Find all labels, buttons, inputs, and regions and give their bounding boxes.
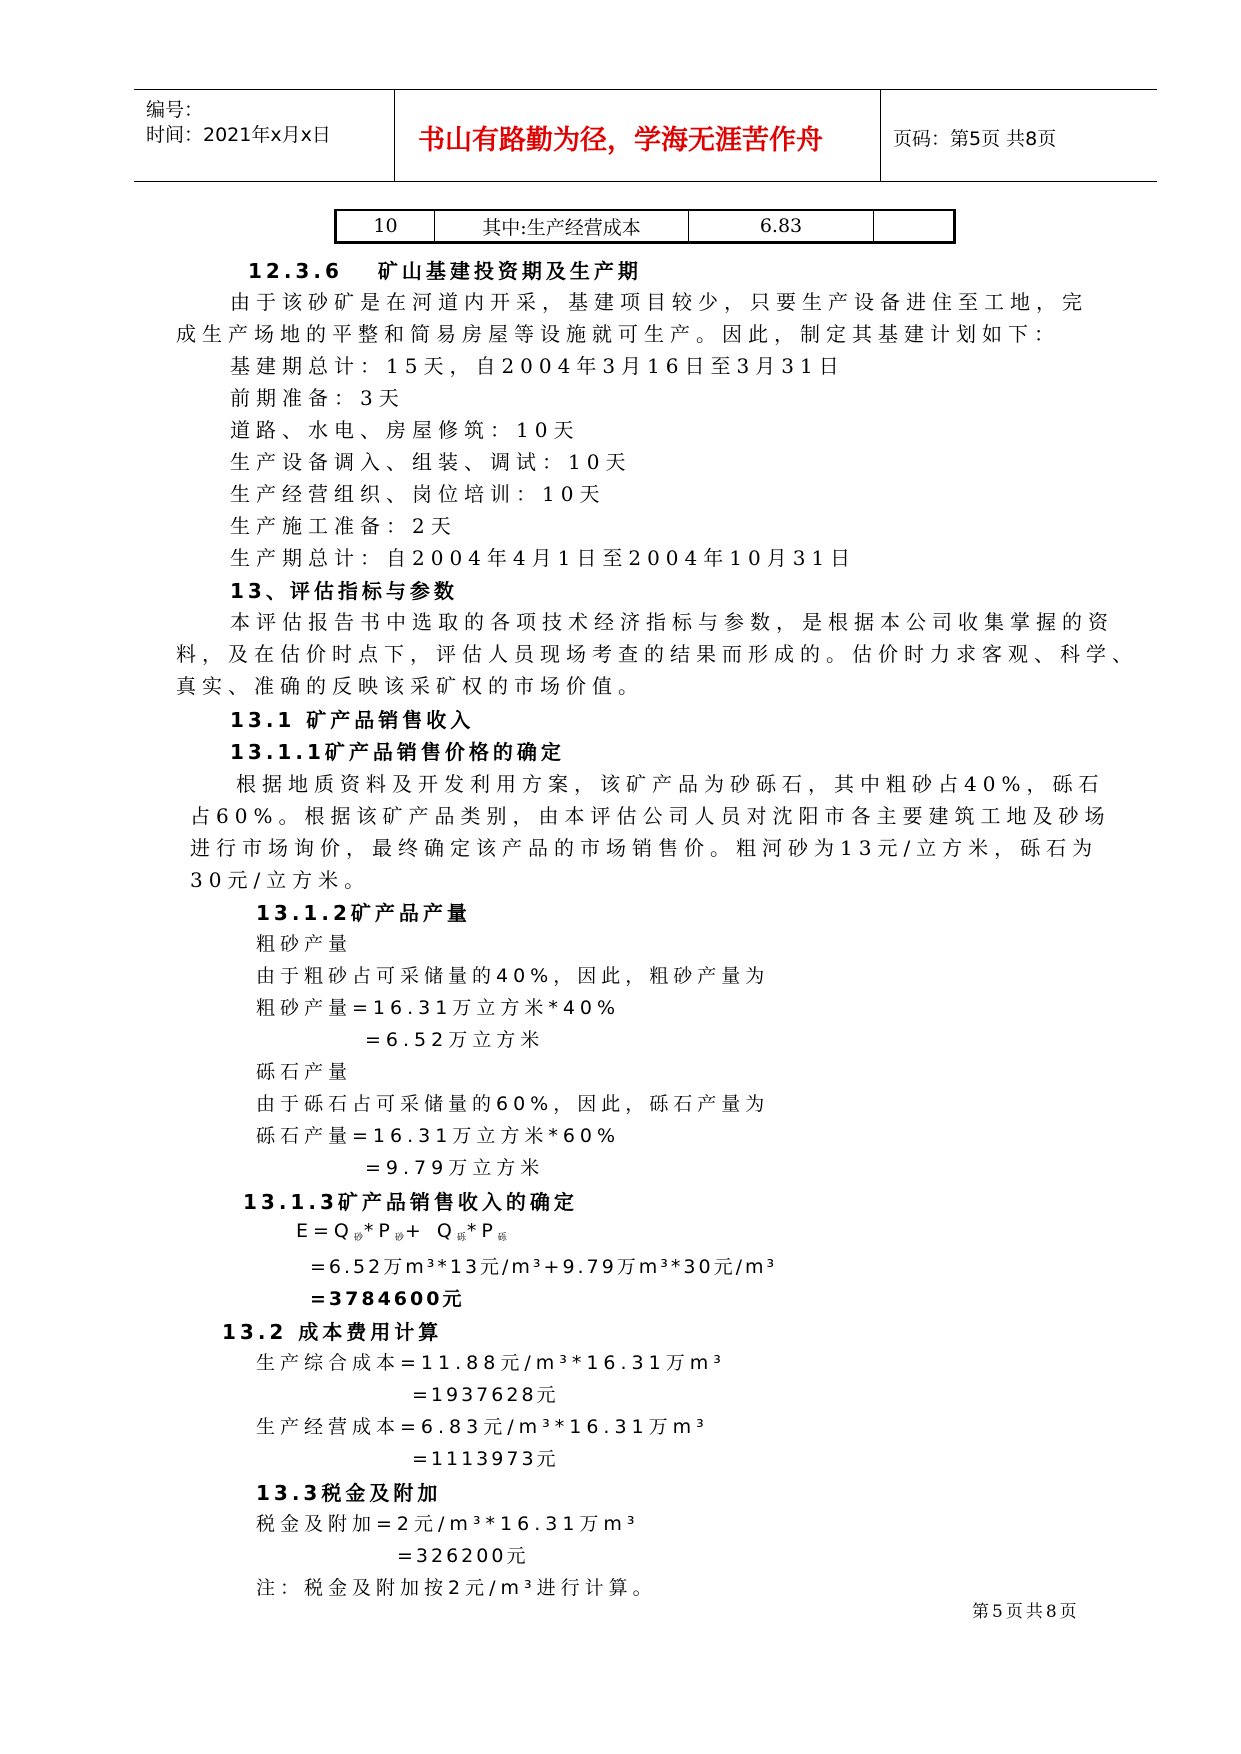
formula-part: + Q bbox=[404, 1220, 457, 1242]
calc-line: 由于粗砂占可采储量的40%，因此，粗砂产量为 bbox=[256, 965, 770, 987]
table-cell-value: 6.83 bbox=[689, 211, 874, 241]
cost-table-fragment bbox=[334, 209, 956, 244]
calc-line: 粗砂产量 bbox=[256, 933, 353, 955]
formula-subscript: 砂 bbox=[394, 1233, 405, 1243]
heading-13-3: 13.3税金及附加 bbox=[256, 1481, 442, 1505]
header-page-code: 页码：第5页 共8页 bbox=[893, 128, 1057, 150]
paragraph-line: 本评估报告书中选取的各项技术经济指标与参数，是根据本公司收集掌握的资 bbox=[230, 610, 1114, 634]
formula-revenue bbox=[296, 1220, 508, 1242]
formula-subscript: 砂 bbox=[353, 1233, 364, 1243]
calc-line: =1937628元 bbox=[412, 1384, 559, 1406]
heading-13-1-3: 13.1.3矿产品销售收入的确定 bbox=[243, 1190, 578, 1214]
header-time-label: 时间：2021年x月x日 bbox=[146, 124, 331, 146]
heading-13: 13、评估指标与参数 bbox=[230, 579, 458, 603]
formula-line: =6.52万m³*13元/m³+9.79万m³*30元/m³ bbox=[310, 1256, 778, 1278]
list-item: 生产期总计：自2004年4月1日至2004年10月31日 bbox=[230, 546, 857, 570]
header-top-rule bbox=[134, 89, 1157, 90]
calc-line: 生产综合成本=11.88元/m³*16.31万m³ bbox=[256, 1352, 726, 1374]
calc-line: =9.79万立方米 bbox=[365, 1157, 545, 1179]
table-cell-index: 10 bbox=[337, 211, 435, 241]
header-bottom-rule bbox=[134, 181, 1157, 182]
formula-part: *P bbox=[363, 1220, 395, 1242]
calc-line: 生产经营成本=6.83元/m³*16.31万m³ bbox=[256, 1416, 709, 1438]
table-cell-item: 其中:生产经营成本 bbox=[435, 211, 689, 241]
list-item: 基建期总计：15天，自2004年3月16日至3月31日 bbox=[230, 354, 845, 378]
heading-12-3-6: 12.3.6 矿山基建投资期及生产期 bbox=[248, 259, 642, 283]
paragraph-line: 由于该砂矿是在河道内开采，基建项目较少，只要生产设备进住至工地，完 bbox=[230, 290, 1088, 314]
list-item: 生产施工准备：2天 bbox=[230, 514, 457, 538]
calc-line: 税金及附加=2元/m³*16.31万m³ bbox=[256, 1513, 640, 1535]
header-number-label: 编号： bbox=[146, 99, 204, 121]
heading-13-1: 13.1 矿产品销售收入 bbox=[230, 708, 475, 732]
paragraph-line: 料，及在估价时点下，评估人员现场考查的结果而形成的。估价时力求客观、科学、 bbox=[176, 642, 1138, 666]
heading-13-1-1: 13.1.1矿产品销售价格的确定 bbox=[230, 740, 565, 764]
heading-13-2: 13.2 成本费用计算 bbox=[222, 1320, 443, 1344]
formula-part: E=Q bbox=[296, 1220, 354, 1242]
header-divider-left bbox=[394, 89, 395, 181]
paragraph-line: 根据地质资料及开发利用方案，该矿产品为砂砾石，其中粗砂占40%，砾石 bbox=[236, 772, 1105, 796]
paragraph-line: 真实、准确的反映该采矿权的市场价值。 bbox=[176, 674, 644, 698]
calc-line: =6.52万立方米 bbox=[365, 1029, 545, 1051]
calc-line: 由于砾石占可采储量的60%，因此，砾石产量为 bbox=[256, 1093, 770, 1115]
calc-line: 砾石产量 bbox=[256, 1061, 353, 1083]
heading-13-1-2: 13.1.2矿产品产量 bbox=[256, 901, 471, 925]
calc-line: =1113973元 bbox=[412, 1448, 559, 1470]
paragraph-line: 进行市场询价，最终确定该产品的市场销售价。粗河砂为13元/立方米，砾石为 bbox=[190, 836, 1099, 860]
list-item: 生产经营组织、岗位培训：10天 bbox=[230, 482, 606, 506]
header-motto: 书山有路勤为径，学海无涯苦作舟 bbox=[418, 125, 823, 156]
list-item: 道路、水电、房屋修筑：10天 bbox=[230, 418, 580, 442]
page-footer: 第5页共8页 bbox=[972, 1602, 1080, 1622]
formula-result: =3784600元 bbox=[310, 1288, 465, 1310]
formula-subscript: 砾 bbox=[497, 1233, 508, 1243]
calc-line: 砾石产量=16.31万立方米*60% bbox=[256, 1125, 621, 1147]
table-cell-empty bbox=[874, 211, 954, 241]
paragraph-line: 成生产场地的平整和简易房屋等设施就可生产。因此，制定其基建计划如下： bbox=[176, 322, 1060, 346]
calc-line: =326200元 bbox=[397, 1545, 529, 1567]
list-item: 前期准备：3天 bbox=[230, 386, 405, 410]
header-divider-right bbox=[880, 89, 881, 181]
note-line: 注：税金及附加按2元/m³进行计算。 bbox=[256, 1577, 657, 1599]
formula-subscript: 砾 bbox=[456, 1233, 467, 1243]
paragraph-line: 占60%。根据该矿产品类别，由本评估公司人员对沈阳市各主要建筑工地及砂场 bbox=[190, 804, 1111, 828]
formula-part: *P bbox=[466, 1220, 498, 1242]
list-item: 生产设备调入、组装、调试：10天 bbox=[230, 450, 632, 474]
calc-line: 粗砂产量=16.31万立方米*40% bbox=[256, 997, 621, 1019]
paragraph-line: 30元/立方米。 bbox=[190, 868, 371, 892]
